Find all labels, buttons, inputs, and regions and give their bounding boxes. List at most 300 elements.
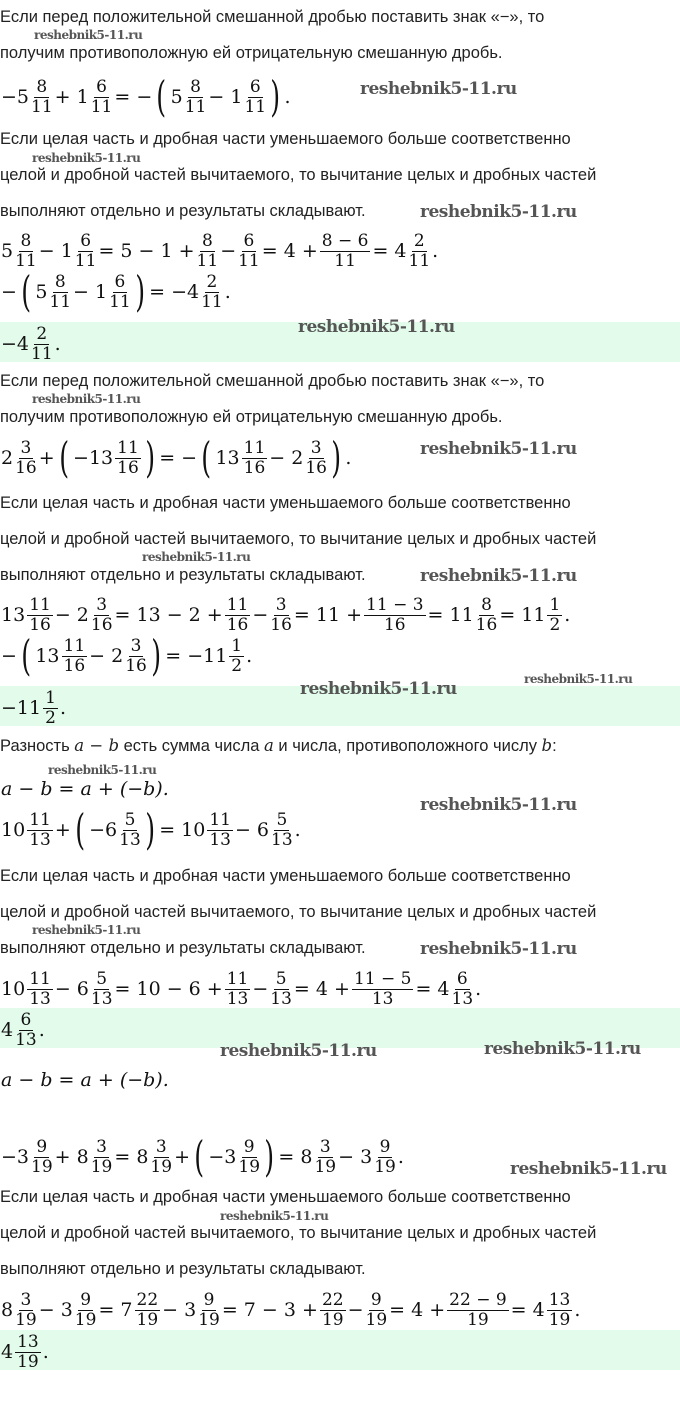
watermark: reshebnik5-11.ru: [420, 795, 577, 815]
denominator: 11: [15, 250, 37, 271]
denominator: 11: [334, 250, 356, 271]
rule-text: выполняют отдельно и результаты складывают.: [0, 202, 366, 220]
watermark: reshebnik5-11.ru: [220, 1041, 377, 1061]
math-token: = 4 +: [293, 978, 350, 1000]
fraction: [229, 637, 244, 676]
math-token: = −: [159, 447, 198, 469]
numerator: 3: [275, 594, 287, 615]
denominator: 11: [238, 250, 260, 271]
math-token: .: [345, 447, 352, 469]
math-token: = 4: [372, 240, 407, 262]
fraction: [27, 811, 53, 850]
right-paren: ): [145, 433, 155, 482]
math-token: = 10: [159, 819, 206, 841]
fraction: [476, 596, 498, 635]
watermark: reshebnik5-11.ru: [32, 392, 141, 406]
fraction: [352, 970, 414, 1009]
math-line: [0, 1058, 170, 1102]
math-token: −: [1, 281, 17, 303]
math-token: = 4: [510, 1299, 545, 1321]
math-token: −: [252, 604, 269, 626]
math-token: 5: [1, 240, 14, 262]
denominator: 16: [305, 457, 327, 478]
fraction: [31, 325, 53, 364]
numerator: 11: [226, 968, 249, 989]
numerator: 1: [231, 635, 243, 656]
fraction: [185, 78, 207, 117]
math-line: [0, 229, 439, 273]
numerator: 3: [155, 1136, 167, 1157]
math-token: −: [1, 645, 17, 667]
answer-highlight: [0, 1330, 680, 1370]
math-line: [0, 967, 482, 1011]
watermark: reshebnik5-11.ru: [142, 550, 251, 564]
numerator: 5: [276, 809, 288, 830]
fraction: [109, 273, 131, 312]
math-token: −3: [1, 1146, 30, 1168]
watermark: reshebnik5-11.ru: [524, 672, 633, 686]
math-token: −13: [73, 447, 114, 469]
math-inline: a − b: [74, 736, 120, 755]
denominator: 11: [244, 96, 267, 117]
math-token: + 8: [54, 1146, 89, 1168]
denominator: 13: [451, 988, 474, 1009]
right-paren: ): [145, 805, 155, 854]
numerator: 3: [20, 437, 32, 458]
numerator: 5: [96, 968, 108, 989]
denominator: 19: [90, 1156, 113, 1177]
denominator: 13: [271, 829, 293, 850]
left-paren: (: [201, 433, 212, 482]
fraction: [27, 970, 53, 1009]
numerator: 11: [29, 594, 51, 615]
math-token: = 5 − 1 +: [98, 240, 195, 262]
denominator: 13: [226, 988, 249, 1009]
fraction: [270, 596, 292, 635]
math-token: − 1: [208, 86, 243, 108]
numerator: 3: [20, 1289, 32, 1310]
math-token: − 2: [89, 645, 124, 667]
fraction: [201, 273, 223, 312]
math-token: = 4 +: [261, 240, 318, 262]
rule-text: Если перед положительной смешанной дробью поставить знак «−», то: [0, 8, 545, 26]
left-paren: (: [194, 1132, 205, 1181]
denominator: 19: [238, 1156, 261, 1177]
left-paren: (: [21, 267, 32, 316]
answer: [0, 1330, 50, 1374]
numerator: 3: [130, 635, 142, 656]
denominator: 19: [17, 1351, 39, 1372]
rule-text: получим противоположную ей отрицательную смешанную дробь.: [0, 44, 503, 62]
numerator: 9: [243, 1136, 255, 1157]
fraction: [244, 78, 266, 117]
math-token: .: [432, 240, 439, 262]
rule-text: Если целая часть и дробная части уменьшаемого больше соответственно: [0, 494, 571, 512]
rule-text: [0, 736, 557, 756]
math-token: = 13 − 2 +: [114, 604, 223, 626]
denominator: 11: [74, 250, 97, 271]
numerator: 5: [124, 809, 136, 830]
denominator: 13: [119, 829, 141, 850]
fraction: [27, 596, 53, 635]
watermark: reshebnik5-11.ru: [420, 439, 577, 459]
math-token: .: [284, 86, 291, 108]
fraction: [452, 970, 474, 1009]
fraction: [225, 596, 251, 635]
watermark: reshebnik5-11.ru: [510, 1159, 667, 1179]
fraction: [238, 232, 260, 271]
fraction: [119, 811, 141, 850]
math-line: [0, 805, 302, 854]
math-token: = 8: [278, 1146, 313, 1168]
fraction: [320, 232, 371, 271]
fraction: [242, 439, 268, 478]
fraction: [43, 689, 58, 728]
fraction: [305, 439, 327, 478]
watermark: reshebnik5-11.ru: [420, 939, 577, 959]
fraction: [31, 1138, 53, 1177]
math-token: − 6: [234, 819, 270, 841]
math-token: −: [220, 240, 237, 262]
fraction: [15, 439, 37, 478]
denominator: 19: [374, 1156, 396, 1177]
denominator: 11: [184, 96, 207, 117]
rule-text: выполняют отдельно и результаты складывают.: [0, 1260, 366, 1278]
denominator: 19: [548, 1309, 571, 1330]
denominator: 11: [49, 291, 72, 312]
denominator: 13: [29, 829, 51, 850]
watermark: reshebnik5-11.ru: [484, 1039, 641, 1059]
math-token: 4: [1, 1019, 14, 1041]
denominator: 11: [196, 250, 219, 271]
right-paren: ): [264, 1132, 275, 1181]
math-token: −5: [1, 86, 30, 108]
denominator: 16: [29, 614, 51, 635]
right-paren: ): [151, 631, 161, 680]
math-token: = 8: [114, 1146, 149, 1168]
watermark: reshebnik5-11.ru: [300, 679, 457, 699]
numerator: 11: [243, 437, 266, 458]
denominator: 19: [314, 1156, 337, 1177]
watermark: reshebnik5-11.ru: [220, 1209, 329, 1223]
denominator: 13: [270, 988, 292, 1009]
math-token: 4: [1, 1341, 14, 1363]
math-token: .: [54, 333, 61, 355]
fraction: [409, 232, 431, 271]
numerator: 22 − 9: [449, 1289, 507, 1310]
fraction: [49, 273, 71, 312]
math-token: − 1: [73, 281, 108, 303]
fraction: [225, 970, 251, 1009]
denominator: 11: [90, 96, 113, 117]
math-token: .: [59, 697, 66, 719]
numerator: 5: [275, 968, 287, 989]
watermark: reshebnik5-11.ru: [34, 28, 143, 42]
numerator: 11 − 5: [353, 968, 412, 989]
denominator: 13: [15, 1029, 37, 1050]
answer: [0, 686, 67, 730]
denominator: 11: [201, 291, 223, 312]
fraction: [547, 1291, 573, 1330]
math-token: = 7: [98, 1299, 133, 1321]
answer: [0, 322, 62, 366]
denominator: 13: [29, 988, 51, 1009]
rule-text: Если целая часть и дробная части уменьшаемого больше соответственно: [0, 1188, 571, 1206]
numerator: 8 − 6: [321, 230, 369, 251]
denominator: 11: [31, 96, 53, 117]
math-token: = −4: [149, 281, 200, 303]
rule-text: Если перед положительной смешанной дробью поставить знак «−», то: [0, 372, 545, 390]
right-paren: ): [135, 267, 145, 316]
numerator: 22: [321, 1289, 344, 1310]
watermark: reshebnik5-11.ru: [48, 763, 157, 777]
answer: [0, 1008, 46, 1052]
denominator: 2: [549, 614, 561, 635]
rule-text: целой и дробной частей вычитаемого, то вычитание целых и дробных частей: [0, 530, 597, 548]
fraction: [447, 1291, 509, 1330]
denominator: 16: [475, 614, 498, 635]
numerator: 9: [36, 1136, 48, 1157]
fraction: [91, 1138, 113, 1177]
denominator: 19: [365, 1309, 388, 1330]
math-token: 2: [1, 447, 14, 469]
numerator: 6: [456, 968, 468, 989]
fraction: [31, 78, 53, 117]
fraction: [366, 1291, 388, 1330]
math-line: [0, 433, 352, 482]
watermark: reshebnik5-11.ru: [32, 923, 141, 937]
numerator: 11: [63, 635, 86, 656]
math-token: a − b = a + (−b).: [1, 1069, 169, 1091]
watermark: reshebnik5-11.ru: [298, 317, 455, 337]
denominator: 16: [270, 614, 292, 635]
fraction: [62, 637, 88, 676]
math-token: +: [54, 819, 71, 841]
math-inline: b: [541, 736, 553, 755]
math-token: = 7 − 3 +: [221, 1299, 318, 1321]
numerator: 13: [548, 1289, 571, 1310]
math-token: − 2: [269, 447, 304, 469]
numerator: 3: [310, 437, 322, 458]
right-paren: ): [270, 72, 281, 121]
denominator: 16: [226, 614, 249, 635]
math-token: − 6: [54, 978, 89, 1000]
text: Разность: [0, 737, 75, 755]
math-token: 13: [1, 604, 26, 626]
rule-text: целой и дробной частей вычитаемого, то вычитание целых и дробных частей: [0, 903, 597, 921]
math-token: .: [564, 604, 571, 626]
denominator: 2: [231, 655, 243, 676]
numerator: 1: [45, 687, 56, 708]
fraction: [75, 232, 97, 271]
denominator: 19: [467, 1309, 489, 1330]
numerator: 11 − 3: [366, 594, 424, 615]
math-token: −11: [1, 697, 42, 719]
numerator: 8: [36, 76, 48, 97]
math-token: 8: [1, 1299, 14, 1321]
numerator: 9: [203, 1289, 215, 1310]
numerator: 3: [96, 1136, 107, 1157]
fraction: [15, 1333, 41, 1372]
numerator: 22: [136, 1289, 159, 1310]
math-line: [0, 267, 232, 316]
math-token: = 11: [427, 604, 474, 626]
numerator: 8: [201, 230, 213, 251]
denominator: 19: [15, 1309, 37, 1330]
math-token: .: [475, 978, 482, 1000]
left-paren: (: [156, 72, 167, 121]
math-token: = 11 +: [293, 604, 363, 626]
denominator: 11: [109, 291, 131, 312]
numerator: 6: [249, 76, 261, 97]
fraction: [15, 232, 37, 271]
denominator: 16: [243, 457, 266, 478]
numerator: 2: [36, 323, 48, 344]
left-paren: (: [21, 631, 32, 680]
math-token: = −: [114, 86, 153, 108]
left-paren: (: [75, 805, 85, 854]
numerator: 9: [80, 1289, 92, 1310]
math-line: [0, 1132, 405, 1181]
denominator: 13: [209, 829, 231, 850]
numerator: 8: [481, 594, 492, 615]
math-token: −6: [89, 819, 118, 841]
numerator: 11: [29, 968, 51, 989]
math-token: − 3: [38, 1299, 73, 1321]
rule-text: выполняют отдельно и результаты складывают.: [0, 566, 366, 584]
numerator: 6: [20, 1009, 32, 1030]
denominator: 16: [15, 457, 37, 478]
rule-text: получим противоположную ей отрицательную смешанную дробь.: [0, 408, 503, 426]
fraction: [238, 1138, 260, 1177]
fraction: [91, 596, 113, 635]
math-token: −3: [208, 1146, 237, 1168]
numerator: 1: [549, 594, 561, 615]
numerator: 3: [96, 594, 108, 615]
denominator: 13: [371, 988, 394, 1009]
fraction: [364, 596, 426, 635]
fraction: [271, 811, 293, 850]
math-token: 10: [1, 819, 26, 841]
fraction: [314, 1138, 336, 1177]
math-line: [0, 1288, 581, 1332]
numerator: 8: [190, 76, 201, 97]
math-token: 13: [215, 447, 240, 469]
math-token: −: [347, 1299, 364, 1321]
watermark: reshebnik5-11.ru: [360, 79, 517, 99]
fraction: [150, 1138, 172, 1177]
math-token: 10: [1, 978, 26, 1000]
math-token: = 11: [499, 604, 546, 626]
math-line: [0, 72, 292, 121]
fraction: [135, 1291, 161, 1330]
fraction: [115, 439, 141, 478]
fraction: [91, 970, 113, 1009]
numerator: 6: [243, 230, 255, 251]
fraction: [91, 78, 113, 117]
denominator: 16: [383, 614, 406, 635]
numerator: 9: [370, 1289, 382, 1310]
denominator: 11: [31, 343, 53, 364]
fraction: [15, 1011, 37, 1050]
numerator: 3: [319, 1136, 331, 1157]
fraction: [125, 637, 147, 676]
math-token: .: [397, 1146, 404, 1168]
math-token: .: [574, 1299, 581, 1321]
math-token: − 3: [338, 1146, 373, 1168]
rule-text: выполняют отдельно и результаты складывают.: [0, 939, 366, 957]
numerator: 9: [379, 1136, 391, 1157]
text: есть сумма числа: [119, 737, 264, 755]
math-line: [0, 593, 571, 637]
math-token: .: [224, 281, 231, 303]
math-inline: a: [263, 736, 274, 755]
math-token: − 2: [54, 604, 89, 626]
math-token: +: [38, 447, 55, 469]
math-token: a − b = a + (−b).: [1, 778, 169, 800]
numerator: 6: [80, 230, 92, 251]
math-token: +: [174, 1146, 190, 1168]
math-token: = 4: [415, 978, 450, 1000]
denominator: 19: [321, 1309, 344, 1330]
text: и числа, противоположного числу: [273, 737, 542, 755]
fraction: [374, 1138, 396, 1177]
math-token: + 1: [54, 86, 89, 108]
math-token: − 1: [38, 240, 73, 262]
math-token: .: [294, 819, 301, 841]
numerator: 11: [209, 809, 231, 830]
numerator: 11: [226, 594, 249, 615]
math-token: − 3: [162, 1299, 197, 1321]
math-token: = 4 +: [389, 1299, 446, 1321]
rule-text: целой и дробной частей вычитаемого, то вычитание целых и дробных частей: [0, 166, 597, 184]
denominator: 2: [45, 707, 56, 728]
text: :: [552, 737, 557, 755]
watermark: reshebnik5-11.ru: [420, 202, 577, 222]
watermark: reshebnik5-11.ru: [420, 566, 577, 586]
numerator: 11: [117, 437, 139, 458]
numerator: 6: [114, 271, 126, 292]
rule-text: Если целая часть и дробная части уменьшаемого больше соответственно: [0, 867, 571, 885]
denominator: 19: [74, 1309, 97, 1330]
fraction: [207, 811, 233, 850]
math-token: .: [246, 645, 253, 667]
denominator: 11: [408, 250, 431, 271]
numerator: 11: [29, 809, 51, 830]
numerator: 2: [413, 230, 425, 251]
numerator: 13: [17, 1331, 39, 1352]
math-token: 5: [35, 281, 48, 303]
math-token: .: [42, 1341, 49, 1363]
denominator: 16: [117, 457, 139, 478]
rule-text: целой и дробной частей вычитаемого, то вычитание целых и дробных частей: [0, 1224, 597, 1242]
denominator: 13: [90, 988, 113, 1009]
left-paren: (: [58, 433, 69, 482]
fraction: [15, 1291, 37, 1330]
numerator: 6: [96, 76, 107, 97]
math-token: = −11: [165, 645, 228, 667]
denominator: 19: [136, 1309, 159, 1330]
denominator: 19: [150, 1156, 173, 1177]
numerator: 8: [54, 271, 66, 292]
fraction: [75, 1291, 97, 1330]
denominator: 16: [90, 614, 113, 635]
math-line: [0, 631, 253, 680]
fraction: [198, 1291, 220, 1330]
math-token: = 10 − 6 +: [114, 978, 223, 1000]
math-token: 13: [35, 645, 60, 667]
denominator: 19: [198, 1309, 220, 1330]
